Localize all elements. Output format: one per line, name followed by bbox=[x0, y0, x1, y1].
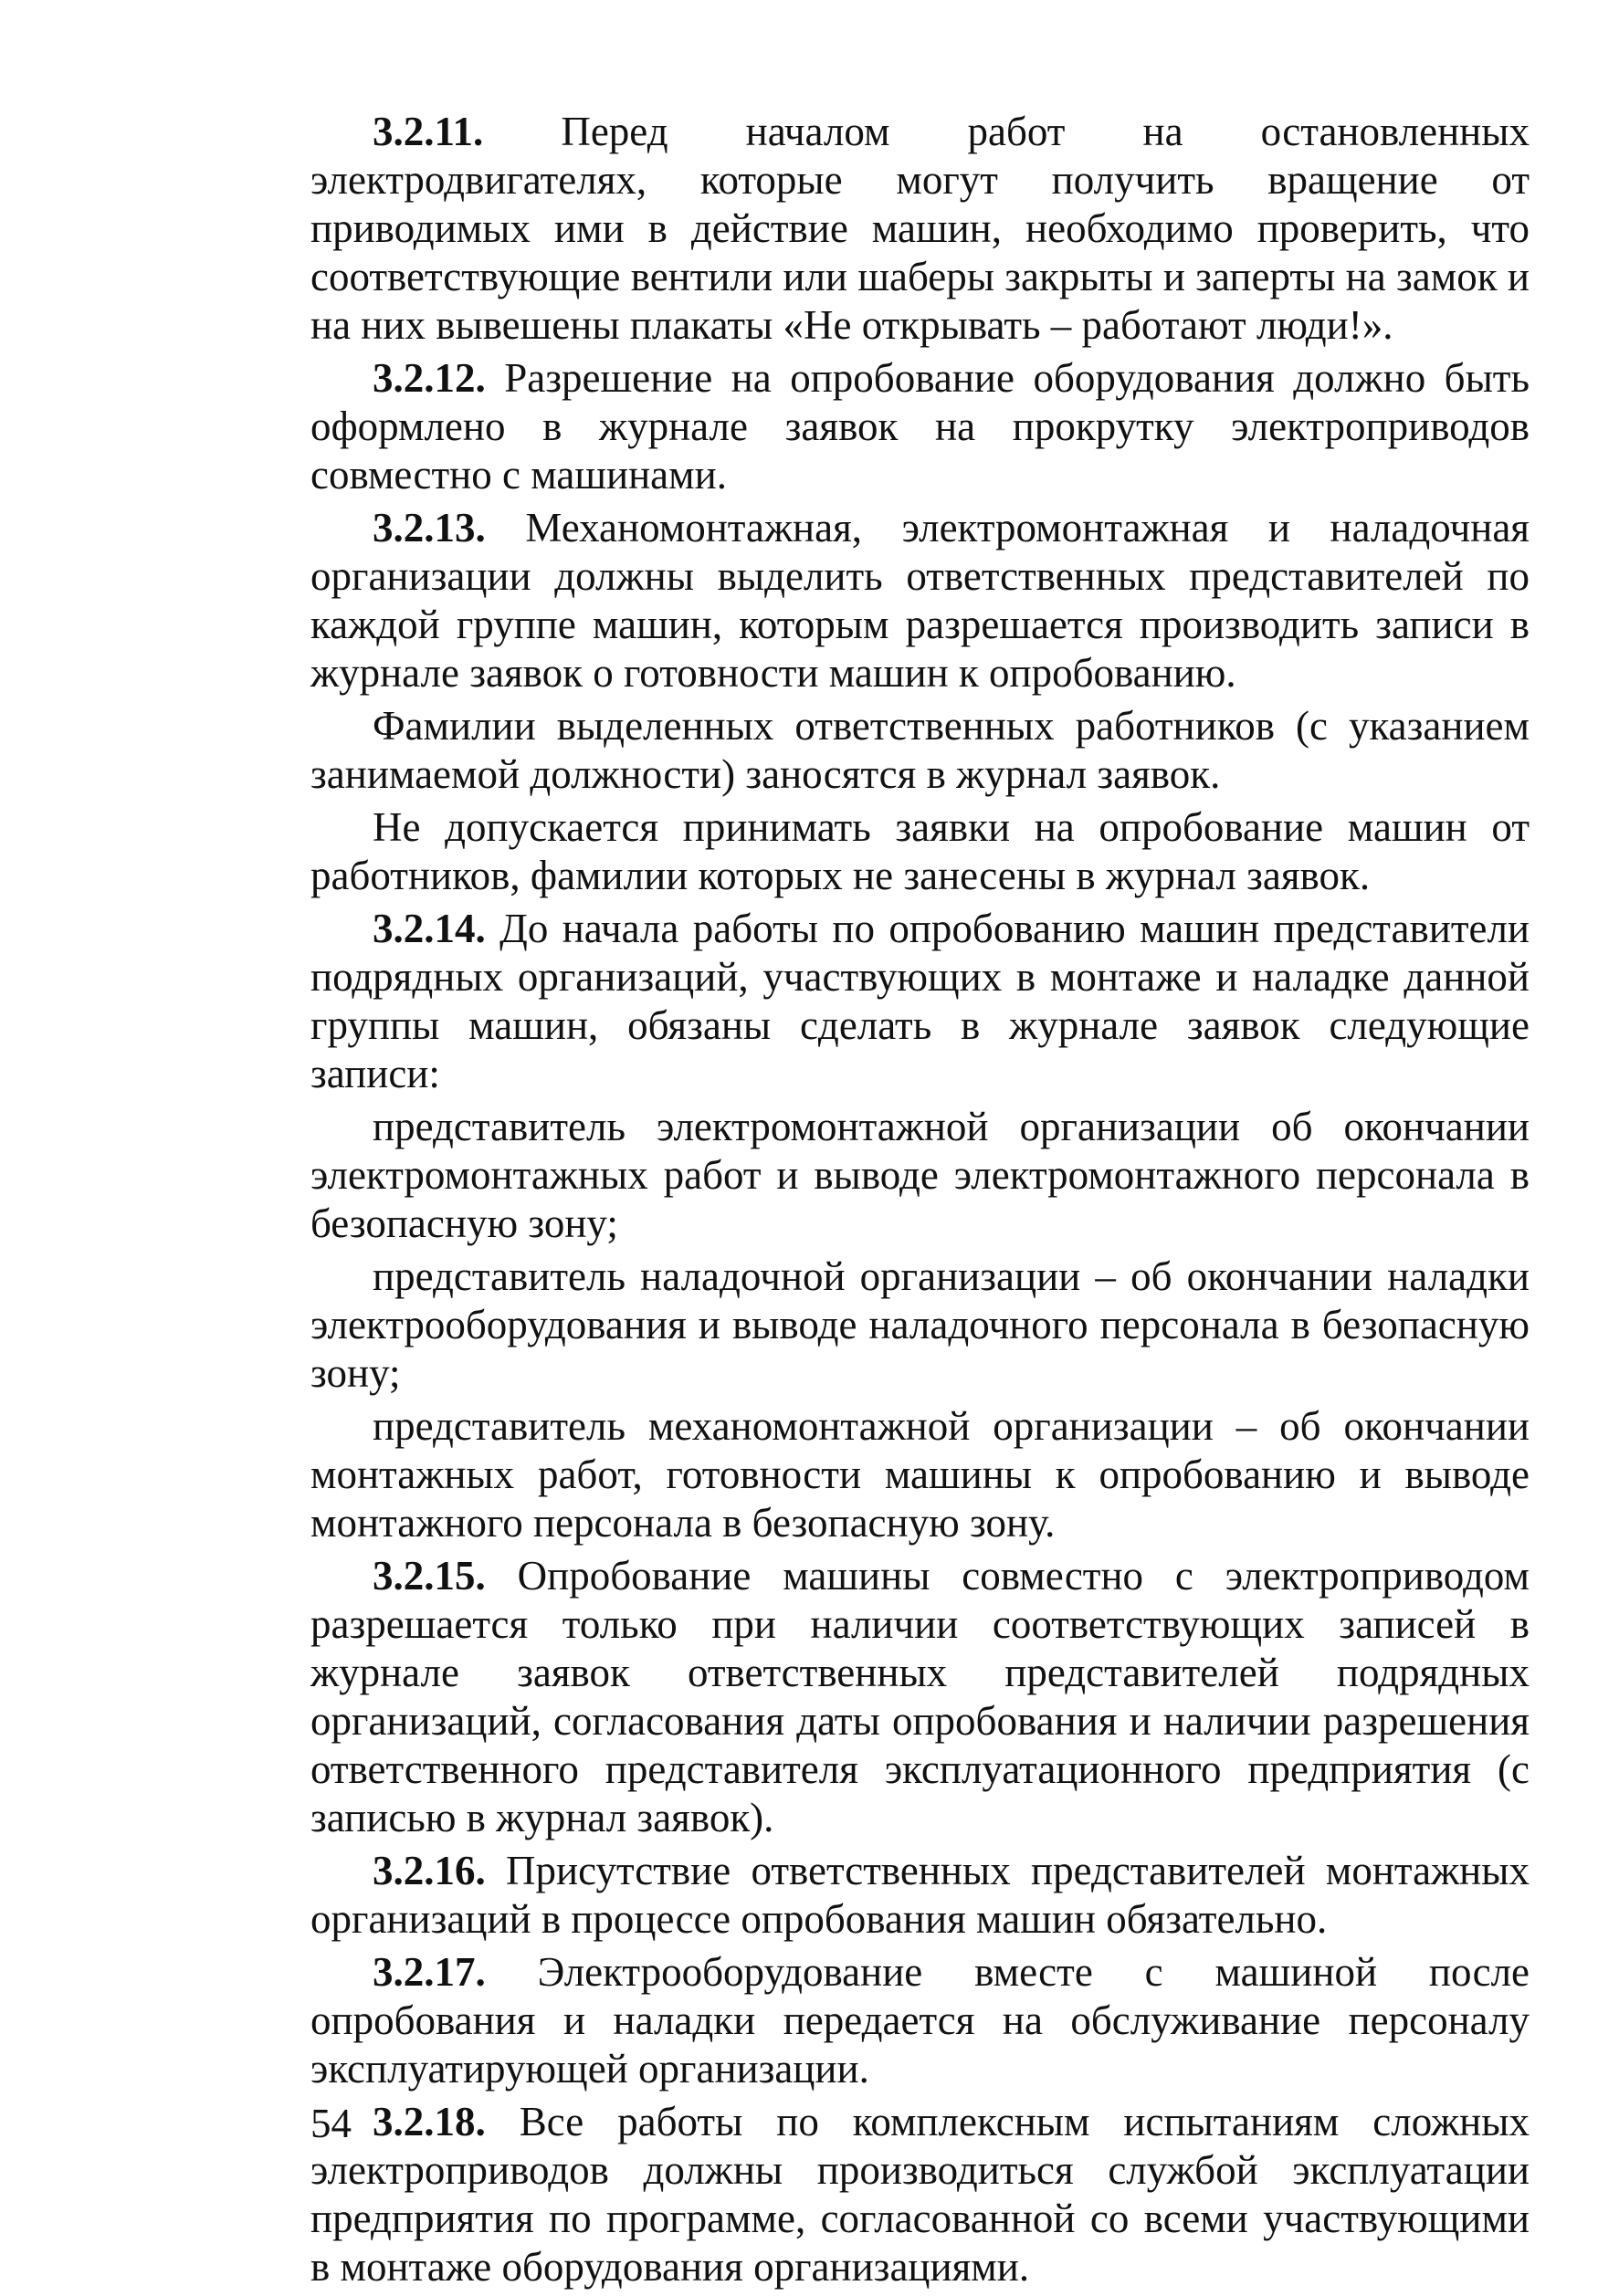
paragraph-text: представитель электромонтажной организации об окончании электромонтажных работ и выводе электромонтажного персонала в безопасную зону; bbox=[310, 1104, 1530, 1246]
section-number: 3.2.15. bbox=[373, 1553, 486, 1599]
paragraph-surnames bbox=[310, 702, 1530, 799]
paragraph-text: Фамилии выделенных ответственных работников (с указанием занимаемой должности) заносятся в журнал заявок. bbox=[310, 703, 1530, 797]
paragraph-3-2-11 bbox=[310, 108, 1530, 350]
list-item-mechano bbox=[310, 1402, 1530, 1547]
section-number: 3.2.17. bbox=[373, 1949, 486, 1995]
list-item-electro bbox=[310, 1103, 1530, 1248]
paragraph-text: Не допускается принимать заявки на опробование машин от работников, фамилии которых не занесены в журнал заявок. bbox=[310, 804, 1530, 898]
section-number: 3.2.13. bbox=[373, 505, 486, 550]
paragraph-text: Все работы по комплексным испытаниям сложных электроприводов должны производиться службой эксплуатации предприятия по программе, согласованной со всеми участвующими в монтаже оборудования организациями. bbox=[310, 2099, 1530, 2290]
section-number: 3.2.16. bbox=[373, 1848, 486, 1893]
paragraph-text: Перед началом работ на остановленных электродвигателях, которые могут получить вращение от приводимых ими в действие машин, необходимо проверить, что соответствующие вентили или шаберы закрыты и заперты на замок и на них вывешены плакаты «Не открывать – работают люди!». bbox=[310, 109, 1530, 348]
paragraph-text: До начала работы по опробованию машин представители подрядных организаций, участвующих в монтаже и наладке данной группы машин, обязаны сделать в журнале заявок следующие записи: bbox=[310, 906, 1530, 1096]
paragraph-not-allowed bbox=[310, 803, 1530, 900]
paragraph-text: Электрооборудование вместе с машиной после опробования и наладки передается на обслуживание персоналу эксплуатирующей организации. bbox=[310, 1949, 1530, 2092]
paragraph-text: Механомонтажная, электромонтажная и наладочная организации должны выделить ответственных представителей по каждой группе машин, которым разрешается производить записи в журнале заявок о готовности машин к опробованию. bbox=[310, 505, 1530, 696]
paragraph-text: Присутствие ответственных представителей монтажных организаций в процессе опробования машин обязательно. bbox=[310, 1848, 1530, 1942]
paragraph-text: представитель механомонтажной организации – об окончании монтажных работ, готовности машины к опробованию и выводе монтажного персонала в безопасную зону. bbox=[310, 1403, 1530, 1546]
section-number: 3.2.18. bbox=[373, 2099, 486, 2144]
list-item-setup bbox=[310, 1253, 1530, 1398]
page-number: 54 bbox=[310, 2101, 352, 2146]
section-number: 3.2.11. bbox=[373, 109, 484, 154]
paragraph-3-2-13 bbox=[310, 504, 1530, 697]
paragraph-3-2-18 bbox=[310, 2098, 1530, 2291]
paragraph-3-2-17 bbox=[310, 1948, 1530, 2093]
paragraph-3-2-14 bbox=[310, 905, 1530, 1098]
paragraph-3-2-15 bbox=[310, 1552, 1530, 1842]
paragraph-text: Разрешение на опробование оборудования должно быть оформлено в журнале заявок на прокрутку электроприводов совместно с машинами. bbox=[310, 355, 1530, 498]
body-text bbox=[310, 108, 1530, 2296]
paragraph-text: представитель наладочной организации – об окончании наладки электрооборудования и выводе наладочного персонала в безопасную зону; bbox=[310, 1253, 1530, 1396]
paragraph-text: Опробование машины совместно с электроприводом разрешается только при наличии соответствующих записей в журнале заявок ответственных представителей подрядных организаций, согласования даты опробования и наличии разрешения ответственного представителя эксплуатационного предприятия (с записью в журнал заявок). bbox=[310, 1553, 1530, 1840]
paragraph-3-2-16 bbox=[310, 1847, 1530, 1944]
section-number: 3.2.14. bbox=[373, 906, 486, 951]
section-number: 3.2.12. bbox=[373, 355, 486, 401]
paragraph-3-2-12 bbox=[310, 354, 1530, 499]
